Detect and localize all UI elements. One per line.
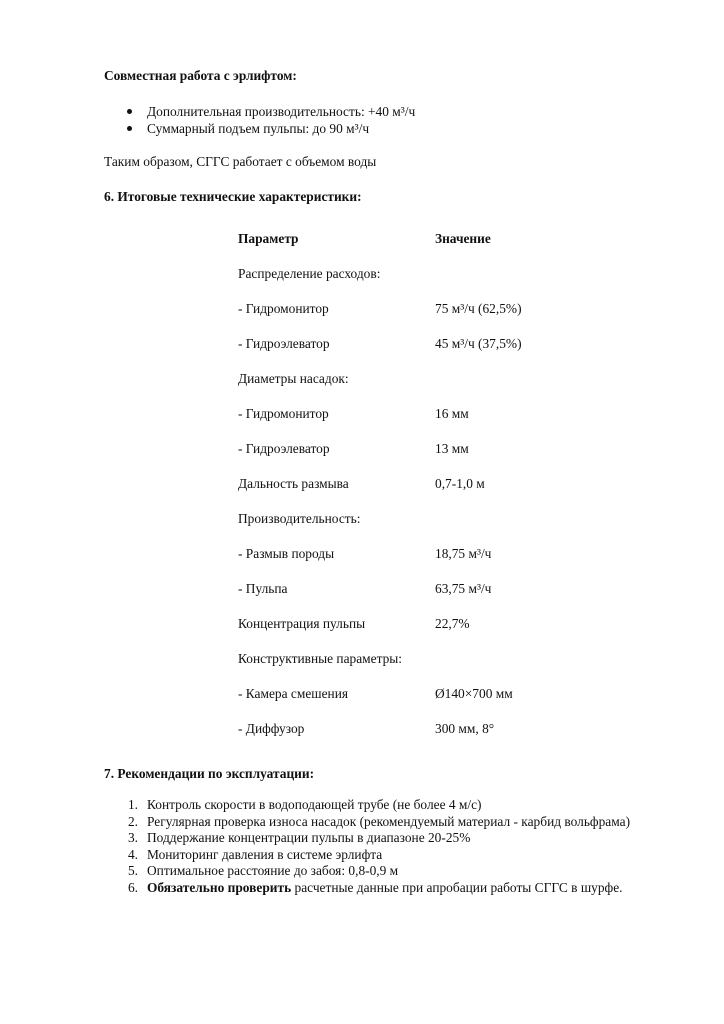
bullet-text: Суммарный подъем пульпы: до 90 м³/ч	[147, 121, 370, 136]
table-row	[238, 678, 568, 713]
list-item	[118, 797, 678, 814]
value-cell: 22,7%	[435, 616, 470, 631]
param-cell: - Диффузор	[238, 721, 305, 736]
table-row	[238, 713, 568, 748]
item-number: 5.	[127, 863, 138, 878]
table-header-row	[238, 223, 568, 258]
section7-heading: 7. Рекомендации по эксплуатации:	[104, 766, 315, 781]
list-item	[127, 103, 415, 120]
item-text: Поддержание концентрации пульпы в диапазоне 20-25%	[147, 830, 471, 845]
value-cell: 45 м³/ч (37,5%)	[435, 336, 522, 351]
table-row	[238, 398, 568, 433]
table-row	[238, 608, 568, 643]
table-row	[238, 328, 568, 363]
item-text-rest: расчетные данные при апробации работы СГГС в шурфе.	[291, 879, 623, 895]
list-item	[118, 863, 678, 880]
item-number: 1.	[127, 797, 138, 812]
erlift-summary: Таким образом, СГГС работает с объемом воды	[104, 154, 377, 169]
list-item	[118, 880, 678, 897]
value-cell: 16 мм	[435, 406, 469, 421]
erlift-bullet-list	[127, 103, 415, 137]
param-cell: - Пульпа	[238, 581, 288, 596]
param-cell: - Гидромонитор	[238, 406, 329, 421]
param-cell: Конструктивные параметры:	[238, 651, 403, 666]
table-row	[238, 468, 568, 503]
bullet-icon	[127, 109, 132, 114]
table-row	[238, 643, 568, 678]
table-row	[238, 258, 568, 293]
erlift-heading: Совместная работа с эрлифтом:	[104, 68, 297, 83]
specs-table	[238, 223, 568, 748]
item-number: 3.	[127, 830, 138, 845]
table-row	[238, 503, 568, 538]
bullet-text: Дополнительная производительность: +40 м³/ч	[147, 104, 416, 119]
item-number: 4.	[127, 846, 138, 862]
param-cell: Производительность:	[238, 511, 361, 526]
value-cell: Ø140×700 мм	[435, 686, 513, 701]
list-item	[118, 830, 678, 847]
param-cell: Дальность размыва	[238, 476, 349, 491]
value-cell: 18,75 м³/ч	[435, 546, 492, 561]
recommendations-list	[118, 797, 678, 896]
bullet-icon	[127, 126, 132, 131]
table-row	[238, 363, 568, 398]
param-cell: Концентрация пульпы	[238, 616, 366, 631]
value-cell: 0,7-1,0 м	[435, 476, 485, 491]
value-cell: 63,75 м³/ч	[435, 581, 492, 596]
param-cell: - Размыв породы	[238, 546, 335, 561]
item-text: Регулярная проверка износа насадок (рекомендуемый материал - карбид вольфрама)	[147, 813, 631, 829]
param-cell: - Гидромонитор	[238, 301, 329, 316]
section6-heading: 6. Итоговые технические характеристики:	[104, 189, 362, 204]
column-header-value: Значение	[435, 231, 491, 246]
list-item	[118, 847, 678, 864]
table-row	[238, 293, 568, 328]
item-text	[147, 880, 647, 897]
item-text: Мониторинг давления в системе эрлифта	[147, 846, 383, 862]
item-number: 2.	[127, 813, 138, 829]
value-cell: 300 мм, 8°	[435, 721, 495, 736]
param-cell: - Гидроэлеватор	[238, 336, 330, 351]
param-cell: Диаметры насадок:	[238, 371, 349, 386]
emphasis-text: Обязательно проверить	[147, 879, 292, 895]
table-row	[238, 538, 568, 573]
item-text: Контроль скорости в водоподающей трубе (не более 4 м/с)	[147, 797, 482, 812]
table-row	[238, 573, 568, 608]
param-cell: - Камера смешения	[238, 686, 349, 701]
value-cell: 75 м³/ч (62,5%)	[435, 301, 522, 316]
item-number: 6.	[127, 879, 138, 895]
param-cell: Распределение расходов:	[238, 266, 381, 281]
item-text: Оптимальное расстояние до забоя: 0,8-0,9 м	[147, 863, 399, 878]
column-header-param: Параметр	[238, 231, 299, 246]
list-item	[118, 814, 678, 831]
param-cell: - Гидроэлеватор	[238, 441, 330, 456]
value-cell: 13 мм	[435, 441, 469, 456]
list-item	[127, 120, 415, 137]
table-row	[238, 433, 568, 468]
